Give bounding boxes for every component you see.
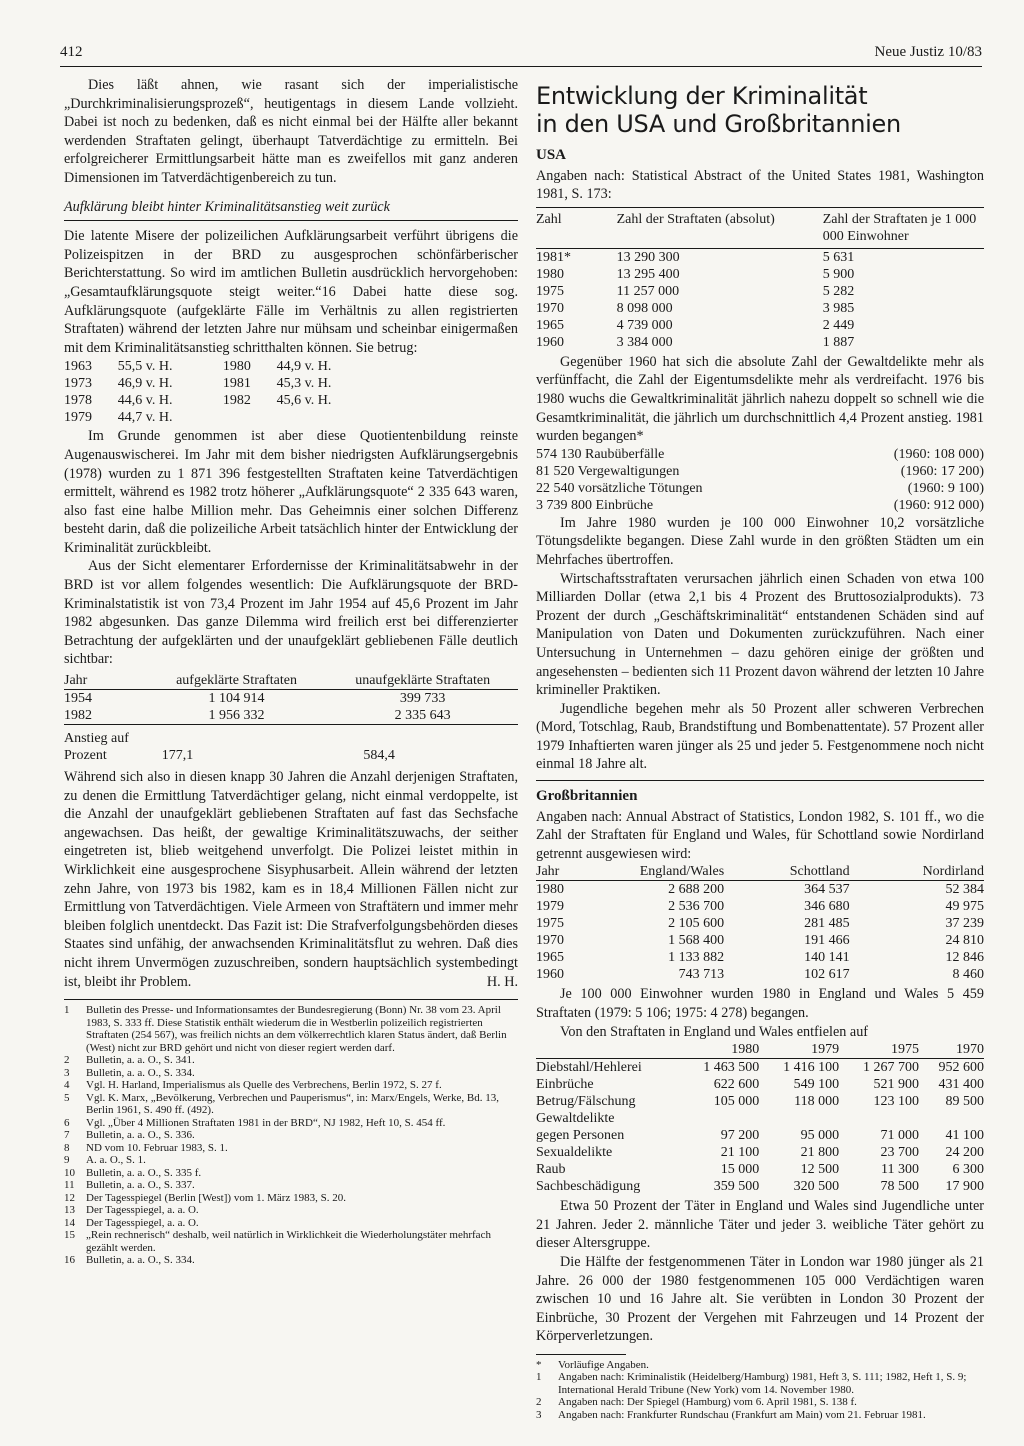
table-cell: (1960: 9 100) xyxy=(907,480,984,496)
table-cell: 1 104 914 xyxy=(208,691,265,707)
table-cell: 191 466 xyxy=(804,933,850,949)
table-cell: 1973 xyxy=(64,376,92,392)
footnote xyxy=(536,1371,984,1396)
footnote xyxy=(64,1204,518,1217)
section-subheading: Aufklärung bleibt hinter Kriminalitätsanstieg weit zurück xyxy=(64,198,518,222)
table-cell xyxy=(679,1110,759,1127)
table-cell: 4 739 000 xyxy=(616,317,673,333)
table-cell: 2 688 200 xyxy=(668,882,725,898)
table-cell: Diebstahl/Hehlerei xyxy=(536,1060,642,1076)
table-cell: 622 600 xyxy=(713,1077,760,1093)
author-initials: H. H. xyxy=(486,973,518,990)
table-cell: 15 000 xyxy=(720,1162,760,1178)
table-cell: 13 290 300 xyxy=(616,249,680,265)
table-cell: 24 200 xyxy=(945,1145,984,1161)
table-cell: 21 100 xyxy=(720,1145,760,1161)
col-header: Zahl der Straftaten (absolut) xyxy=(616,211,775,227)
table-cell: 46,9 v. H. xyxy=(117,376,173,392)
table-cell: 3 384 000 xyxy=(616,334,673,350)
table-cell: Raub xyxy=(536,1162,566,1178)
table-cell: A. a. O., S. 1. xyxy=(86,1154,146,1167)
table-cell: 49 975 xyxy=(945,899,984,915)
table-cell: 2 xyxy=(536,1396,542,1409)
table-cell: 44,7 v. H. xyxy=(117,410,173,426)
right-column xyxy=(536,76,984,1421)
table-cell: Bulletin, a. a. O., S. 334. xyxy=(86,1066,195,1079)
table-cell: 41 100 xyxy=(945,1128,984,1144)
table-cell: Bulletin, a. a. O., S. 335 f. xyxy=(86,1166,202,1179)
table-cell: 45,6 v. H. xyxy=(276,393,332,409)
footnote xyxy=(64,1054,518,1067)
table-cell: 8 098 000 xyxy=(616,300,673,316)
table-cell: 521 900 xyxy=(873,1077,920,1093)
table-cell: 55,5 v. H. xyxy=(117,359,173,375)
col-header: Jahr xyxy=(536,864,560,880)
table-cell: 2 335 643 xyxy=(394,708,451,724)
table-row xyxy=(536,248,984,266)
table-cell: 5 900 xyxy=(822,266,855,282)
table-cell: 743 713 xyxy=(678,967,725,983)
table-cell: 3 xyxy=(64,1066,70,1079)
table-cell: 16 xyxy=(64,1254,75,1267)
footnote xyxy=(64,1079,518,1092)
table-cell: 346 680 xyxy=(804,899,850,915)
table-cell: ND vom 10. Februar 1983, S. 1. xyxy=(86,1141,228,1154)
paragraph: Die Hälfte der festgenommenen Täter in London war 1980 jünger als 21 Jahre. 26 000 der 1980 festgenommenen 105 000 Verdächtigen waren zwischen 10 und 16 Jahre alt. Sie verübten in London 30 Prozent der Einbrüche, 30 Prozent der Vergehen mit Fahrzeugen und 14 Prozent der Körperverletzungen. xyxy=(536,1254,984,1345)
footnote xyxy=(64,1217,518,1230)
table-cell: 44,6 v. H. xyxy=(117,393,173,409)
intro-paragraph: Dies läßt ahnen, wie rasant sich der imperialistische „Durchkriminalisierungsprozeß“, heutigentags in diesem Lande vollzieht. Dabei ist noch zu bedenken, daß es nicht einmal bei der Hälfte aller bekannt werdenden Straftaten gelingt, überhaupt Tatverdächtige zu ermitteln. Bei erfolgreicherer Ermittlungsarbeit hätte man es zweifellos mit ganz anderen Dimensionen im Tatverdächtigenbereich zu tun. xyxy=(64,77,518,186)
paragraph: Aus der Sicht elementarer Erfordernisse der Kriminalitätsabwehr in der BRD ist vor allem folgendes wesentlich: Die Aufklärungsquote der BRD-Kriminalstatistik ist von 73,4 Prozent im Jahr 1954 auf 45,6 Prozent im Jahr 1982 abgesunken. Das ganze Dilemma wird freilich erst bei differenzierter Betrachtung der aufgeklärten und der unaufgeklärt gebliebenen Fälle deutlich sichtbar: xyxy=(64,558,518,668)
table-cell: Der Tagesspiegel, a. a. O. xyxy=(86,1204,199,1217)
table-cell: Vgl. H. Harland, Imperialismus als Quelle des Verbrechens, Berlin 1972, S. 27 f. xyxy=(86,1079,442,1092)
table-cell: gegen Personen xyxy=(536,1128,625,1144)
table-cell: 1960 xyxy=(536,967,564,983)
table-cell: 1980 xyxy=(536,882,564,898)
table-cell: 1 463 500 xyxy=(703,1060,760,1076)
footnote xyxy=(64,1192,518,1205)
table-cell: 78 500 xyxy=(880,1179,920,1195)
table-cell: 95 000 xyxy=(800,1128,840,1144)
list-item xyxy=(536,446,984,463)
col-header: Jahr xyxy=(64,673,88,689)
table-cell: 52 384 xyxy=(945,882,984,898)
quota-row xyxy=(64,392,382,409)
table-row xyxy=(536,949,984,966)
table-cell: Bulletin des Presse- und Informationsamtes der Bundesregierung (Bonn) Nr. 38 vom 23. April 1983, S. 333 ff. Diese Statistik enthält wiederum die in Westberlin polizeilich registrierten Straftaten (254 567), was freilich nichts an dem völkerrechtlich klaren Status ändert, daß Berlin (West) nicht zur BRD gehört und nicht von dieser regiert werden darf. xyxy=(86,1004,507,1054)
table-cell: Gewaltdelikte xyxy=(536,1111,615,1127)
usa-table xyxy=(536,207,984,351)
col-header: Zahl xyxy=(536,211,562,227)
col-header: Schottland xyxy=(789,864,850,880)
table-cell: 81 520 Vergewaltigungen xyxy=(536,463,680,479)
table-row xyxy=(536,317,984,334)
table-row xyxy=(536,932,984,949)
table-cell: 12 xyxy=(64,1191,75,1204)
table-cell: 17 900 xyxy=(945,1179,984,1195)
table-cell: Vorläufige Angaben. xyxy=(558,1358,649,1371)
table-cell: Sexualdelikte xyxy=(536,1145,613,1161)
table-cell: 12 500 xyxy=(800,1162,840,1178)
table-cell: Einbrüche xyxy=(536,1077,594,1093)
quota-table xyxy=(64,358,382,426)
table-cell: 1 568 400 xyxy=(668,933,725,949)
table-cell: 5 282 xyxy=(822,283,855,299)
col-header: 1980 xyxy=(731,1042,760,1058)
list-item xyxy=(536,497,984,514)
table-row xyxy=(536,1178,984,1195)
footnote xyxy=(64,1142,518,1155)
increase-value: 177,1 xyxy=(161,748,194,764)
table-cell: 118 000 xyxy=(794,1094,840,1110)
gb-table xyxy=(536,863,984,983)
table-cell: 1963 xyxy=(64,359,92,375)
table-cell: 1981 xyxy=(222,376,251,392)
table-cell: 11 257 000 xyxy=(616,283,680,299)
table-row xyxy=(536,898,984,915)
table-cell: 1982 xyxy=(222,393,251,409)
table-cell: 4 xyxy=(64,1079,70,1092)
table-cell: 21 800 xyxy=(800,1145,840,1161)
table-cell: 1970 xyxy=(536,933,564,949)
footnote xyxy=(536,1409,984,1422)
footnote xyxy=(536,1359,984,1372)
table-cell: 320 500 xyxy=(793,1179,840,1195)
table-cell: 44,9 v. H. xyxy=(276,359,332,375)
table-cell: 1960 xyxy=(536,334,564,350)
table-cell: Der Tagesspiegel (Berlin [West]) vom 1. März 1983, S. 20. xyxy=(86,1191,346,1204)
table-cell xyxy=(839,1110,919,1127)
increase-label: Anstieg auf xyxy=(64,731,129,747)
table-cell: 1 xyxy=(536,1371,542,1384)
table-cell: * xyxy=(536,1358,542,1371)
table-cell: 2 xyxy=(64,1054,70,1067)
table-cell: Betrug/Fälschung xyxy=(536,1094,636,1110)
footnote xyxy=(64,1117,518,1130)
table-cell: 431 400 xyxy=(938,1077,984,1093)
table-row xyxy=(536,1076,984,1093)
footnote xyxy=(64,1067,518,1080)
increase-value: 584,4 xyxy=(363,748,395,764)
table-cell: 1 133 882 xyxy=(668,950,725,966)
table-cell: 364 537 xyxy=(804,882,850,898)
footnote xyxy=(64,1129,518,1142)
table-cell: 37 239 xyxy=(945,916,984,932)
clearance-table xyxy=(64,672,518,764)
table-row xyxy=(536,881,984,899)
table-cell: 399 733 xyxy=(399,691,446,707)
table-cell: 7 xyxy=(64,1129,70,1142)
table-cell: 1 887 xyxy=(822,334,855,350)
paragraph: Im Grunde genommen ist aber diese Quotientenbildung reinste Augenauswischerei. Im Jahr mit dem bisher niedrigsten Aufklärungsergebnis (1978) wurden zu 1 871 396 festgestellten Straftaten keine Tatverdächtigen ermittelt, während es 1982 trotz höherer „Aufklärungsquote“ 2 335 643 waren, also fast eine halbe Million mehr. Das Geheimnis einer solchen Differenz besteht darin, daß die polizeiliche Arbeit tatsächlich hinter der Entwicklung der Kriminalität zurückbleibt. xyxy=(64,428,518,556)
table-cell: 2 105 600 xyxy=(668,916,725,932)
quota-row xyxy=(64,375,382,392)
table-row xyxy=(64,707,518,725)
table-cell: 1981* xyxy=(536,249,571,265)
col-header: 1970 xyxy=(956,1042,984,1058)
table-cell: 22 540 vorsätzliche Tötungen xyxy=(536,480,703,496)
table-cell: Bulletin, a. a. O., S. 337. xyxy=(86,1179,195,1192)
paragraph: Gegenüber 1960 hat sich die absolute Zahl der Gewaltdelikte mehr als verfünffacht, die Zahl der Eigentumsdelikte mehr als verdreifacht. 1976 bis 1980 wuchs die Gewaltkriminalität jährlich nahezu doppelt so schnell wie die Gesamtkriminalität, die jährlich um durchschnittlich 4,4 Prozent anstieg. 1981 wurden begangen* xyxy=(536,353,984,445)
col-header: England/Wales xyxy=(639,864,725,880)
table-cell: „Rein rechnerisch“ deshalb, weil natürlich in Wirklichkeit die Wiederholungstäter mehrfach gezählt werden. xyxy=(86,1229,491,1254)
table-cell: 1970 xyxy=(536,300,564,316)
table-cell: 2 536 700 xyxy=(668,899,725,915)
increase-label: Prozent xyxy=(64,748,107,764)
table-cell: 574 130 Raubüberfälle xyxy=(536,446,665,462)
page-number: 412 xyxy=(60,44,83,60)
list-item xyxy=(536,463,984,480)
table-cell: 1 267 700 xyxy=(863,1060,920,1076)
paragraph: Etwa 50 Prozent der Täter in England und Wales sind Jugendliche unter 21 Jahren. Jeder 2. männliche Täter und jeder 3. weibliche Täter gehört zu dieser Altersgruppe. xyxy=(536,1198,984,1252)
table-cell: 1982 xyxy=(64,708,92,724)
paragraph: Wirtschaftsstraftaten verursachen jährlich einen Schaden von etwa 100 Milliarden Dollar (etwa 2,1 bis 4 Prozent des Bruttosozialprodukts). 73 Prozent der durch „Geschäftskriminalität“ entstandenen Schäden sind auf Manipulation von Daten und Dokumenten zurückzuführen. Nach einer Untersuchung in Unternehmen – dazu gehören einige der größten und angesehensten – bedienten sich 11 Prozent davon während der letzten 10 Jahre krimineller Praktiken. xyxy=(536,570,984,699)
table-cell: 105 000 xyxy=(713,1094,760,1110)
table-cell xyxy=(759,1110,839,1127)
footnotes xyxy=(64,1004,518,1267)
col-header: Nordirland xyxy=(922,864,984,880)
table-cell: 1 xyxy=(64,1004,70,1017)
table-cell: 11 300 xyxy=(881,1162,920,1178)
table-cell: 1 416 100 xyxy=(783,1060,840,1076)
table-cell: 13 295 400 xyxy=(616,266,680,282)
col-header: aufgeklärte Straftaten xyxy=(176,673,297,689)
source-note: Angaben nach: Statistical Abstract of the United States 1981, Washington 1981, S. 173: xyxy=(536,167,984,203)
article-title: Entwicklung der Kriminalität in den USA und Großbritannien xyxy=(536,82,901,138)
table-cell: 13 xyxy=(64,1204,75,1217)
table-cell: 1979 xyxy=(536,899,564,915)
table-cell: 5 xyxy=(64,1091,70,1104)
table-cell: 71 000 xyxy=(880,1128,920,1144)
table-cell: 1979 xyxy=(64,410,92,426)
table-row xyxy=(536,966,984,983)
paragraph: Je 100 000 Einwohner wurden 1980 in England und Wales 5 459 Straftaten (1979: 5 106; 1975: 4 278) begangen. xyxy=(536,986,984,1022)
paragraph: Die latente Misere der polizeilichen Aufklärungsarbeit verführt übrigens die Polizeispitzen in der BRD zu ausgesprochen schönfärberischer Berichterstattung. So wird im amtlichen Bulletin ausdrücklich hervorgehoben: „Gesamtaufklärungsquote steigt weiter.“16 Dabei hatte diese sog. Aufklärungsquote (aufgeklärte Fälle im Verhältnis zu allen registrierten Straftaten) während der letzten Jahre nur mühsam und scheinbar einigermaßen mit dem Kriminalitätsanstieg schritthalten können. Sie betrug: xyxy=(64,228,518,356)
table-cell: 3 985 xyxy=(822,300,855,316)
table-cell: (1960: 108 000) xyxy=(893,446,984,462)
table-cell: 89 500 xyxy=(945,1094,984,1110)
table-cell: 15 xyxy=(64,1229,75,1242)
table-cell: (1960: 912 000) xyxy=(893,497,984,513)
table-cell: 102 617 xyxy=(804,967,850,983)
paragraph: Während sich also in diesen knapp 30 Jahren die Anzahl derjenigen Straftaten, zu denen die Ermittlung Tatverdächtiger gelang, nicht einmal verdoppelte, ist die Anzahl der unaufgeklärt gebliebenen Straftaten auf fast das Sechsfache angewachsen. Das heißt, der gewaltige Kriminalitätszuwachs, der seither eingetreten ist, blieb weitgehend unverfolgt. Die Polizei leistet mithin in Wirklichkeit eine ausgesprochene Sisyphusarbeit. Allein während der letzten zehn Jahre, von 1973 bis 1982, kam es in 18,4 Millionen Fällen nicht zur Ermittlung von Tatverdächtigen. Viele Armeen von Straftätern und immer mehr bleiben folglich unentdeckt. Das Fazit ist: Die Strafverfolgungsbehörden dieses Staates sind unfähig, der anwachsenden Kriminalitätsflut zu wehren. Daß dies nicht ihrem Unvermögen zuzuschreiben, sondern hauptsächlich systembedingt ist, bleibt ihr Problem. xyxy=(64,769,518,990)
paragraph: Von den Straftaten in England und Wales entfielen auf xyxy=(560,1023,869,1040)
gb-category-table xyxy=(536,1041,984,1195)
table-cell: Sachbeschädigung xyxy=(536,1179,641,1195)
table-row xyxy=(64,690,518,708)
table-row xyxy=(536,1144,984,1161)
table-cell: 8 xyxy=(64,1141,70,1154)
table-cell: 549 100 xyxy=(793,1077,840,1093)
table-cell: 140 141 xyxy=(804,950,850,966)
footnotes xyxy=(536,1359,984,1422)
table-cell: 10 xyxy=(64,1166,75,1179)
table-cell: 1965 xyxy=(536,950,564,966)
table-row xyxy=(536,1110,984,1127)
table-cell: 3 739 800 Einbrüche xyxy=(536,497,654,513)
table-cell: 1980 xyxy=(222,359,251,375)
table-cell: Angaben nach: Frankfurter Rundschau (Frankfurt am Main) vom 21. Februar 1981. xyxy=(558,1408,926,1421)
table-cell: 1965 xyxy=(536,317,564,333)
table-row xyxy=(536,334,984,351)
table-row xyxy=(536,1127,984,1144)
table-row xyxy=(536,1161,984,1178)
table-cell: 9 xyxy=(64,1154,70,1167)
paragraph: Jugendliche begehen mehr als 50 Prozent aller schweren Verbrechen (Mord, Totschlag, Raub, Brandstiftung und Bombenattentate). 57 Prozent aller 1979 Inhaftierten waren jünger als 25 und jeder 5. Festgenommene noch nicht einmal 18 Jahre alt. xyxy=(536,700,984,773)
table-cell: Der Tagesspiegel, a. a. O. xyxy=(86,1216,199,1229)
table-cell: Angaben nach: Kriminalistik (Heidelberg/Hamburg) 1981, Heft 3, S. 111; 1982, Heft 1, S. 9; International Herald Tribune (New York) vom 14. November 1980. xyxy=(558,1371,967,1396)
table-cell: 11 xyxy=(64,1179,75,1192)
table-cell: Angaben nach: Der Spiegel (Hamburg) vom 6. April 1981, S. 138 f. xyxy=(558,1396,857,1409)
col-header: 1975 xyxy=(891,1042,920,1058)
table-cell: 1975 xyxy=(536,283,564,299)
table-cell: Bulletin, a. a. O., S. 341. xyxy=(86,1054,195,1067)
gb-heading: Großbritannien xyxy=(536,788,638,805)
table-cell: 281 485 xyxy=(804,916,850,932)
col-header: Zahl der Straftaten je 1 000 000 Einwohner xyxy=(822,211,977,244)
quota-row xyxy=(64,358,382,375)
table-cell: 5 631 xyxy=(822,249,855,265)
table-cell: 3 xyxy=(536,1408,542,1421)
table-cell: 6 300 xyxy=(952,1162,984,1178)
footnote xyxy=(64,1229,518,1254)
footnote xyxy=(64,1092,518,1117)
table-cell xyxy=(277,409,382,426)
footnote xyxy=(64,1167,518,1180)
table-cell: 24 810 xyxy=(945,933,984,949)
footnote xyxy=(64,1004,518,1054)
paragraph: Im Jahre 1980 wurden je 100 000 Einwohner 10,2 vorsätzliche Tötungsdelikte begangen. Diese Zahl wurde in den größten Städten um ein Mehrfaches übertroffen. xyxy=(536,514,984,568)
list-item xyxy=(536,480,984,497)
usa-crimes-list xyxy=(536,446,984,514)
table-cell: 1978 xyxy=(64,393,92,409)
table-cell: 359 500 xyxy=(713,1179,760,1195)
table-cell: Vgl. „Über 4 Millionen Straftaten 1981 in der BRD“, NJ 1982, Heft 10, S. 454 ff. xyxy=(86,1116,446,1129)
journal-issue: Neue Justiz 10/83 xyxy=(874,44,982,60)
table-cell: 14 xyxy=(64,1216,75,1229)
left-column xyxy=(64,76,518,1267)
table-cell: 45,3 v. H. xyxy=(276,376,332,392)
usa-heading: USA xyxy=(536,147,567,163)
table-cell: Vgl. K. Marx, „Bevölkerung, Verbrechen und Pauperismus“, in: Marx/Engels, Werke, Bd. 13, Berlin 1961, S. 490 ff. (492). xyxy=(86,1091,499,1117)
table-cell: 6 xyxy=(64,1116,70,1129)
table-cell: Bulletin, a. a. O., S. 334. xyxy=(86,1254,195,1267)
table-cell: 952 600 xyxy=(938,1060,984,1076)
table-cell: (1960: 17 200) xyxy=(900,463,984,479)
footnote xyxy=(536,1396,984,1409)
footnote xyxy=(64,1254,518,1267)
table-row xyxy=(536,1059,984,1077)
footnote xyxy=(64,1154,518,1167)
table-cell: 123 100 xyxy=(873,1094,920,1110)
table-cell: 1 956 332 xyxy=(208,708,265,724)
table-cell: 2 449 xyxy=(822,317,855,333)
table-row xyxy=(536,283,984,300)
table-cell: 1980 xyxy=(536,266,564,282)
table-cell: 12 846 xyxy=(945,950,984,966)
table-cell: 8 460 xyxy=(952,967,984,983)
table-cell: Bulletin, a. a. O., S. 336. xyxy=(86,1129,195,1142)
table-row xyxy=(536,915,984,932)
table-cell xyxy=(919,1110,984,1127)
col-header: 1979 xyxy=(811,1042,840,1058)
table-cell: 1975 xyxy=(536,916,564,932)
col-header: unaufgeklärte Straftaten xyxy=(355,673,491,689)
footnote xyxy=(64,1179,518,1192)
table-cell: 1954 xyxy=(64,691,92,707)
table-row xyxy=(536,300,984,317)
quota-row xyxy=(64,409,382,426)
source-note: Angaben nach: Annual Abstract of Statistics, London 1982, S. 101 ff., wo die Zahl der Straftaten für England und Wales, für Schottland sowie Nordirland getrennt ausgewiesen wird: xyxy=(536,808,984,862)
table-cell: 23 700 xyxy=(880,1145,920,1161)
table-row xyxy=(536,266,984,283)
table-cell: 97 200 xyxy=(720,1128,760,1144)
table-row xyxy=(536,1093,984,1110)
table-cell xyxy=(223,409,277,426)
page-header xyxy=(60,44,982,67)
